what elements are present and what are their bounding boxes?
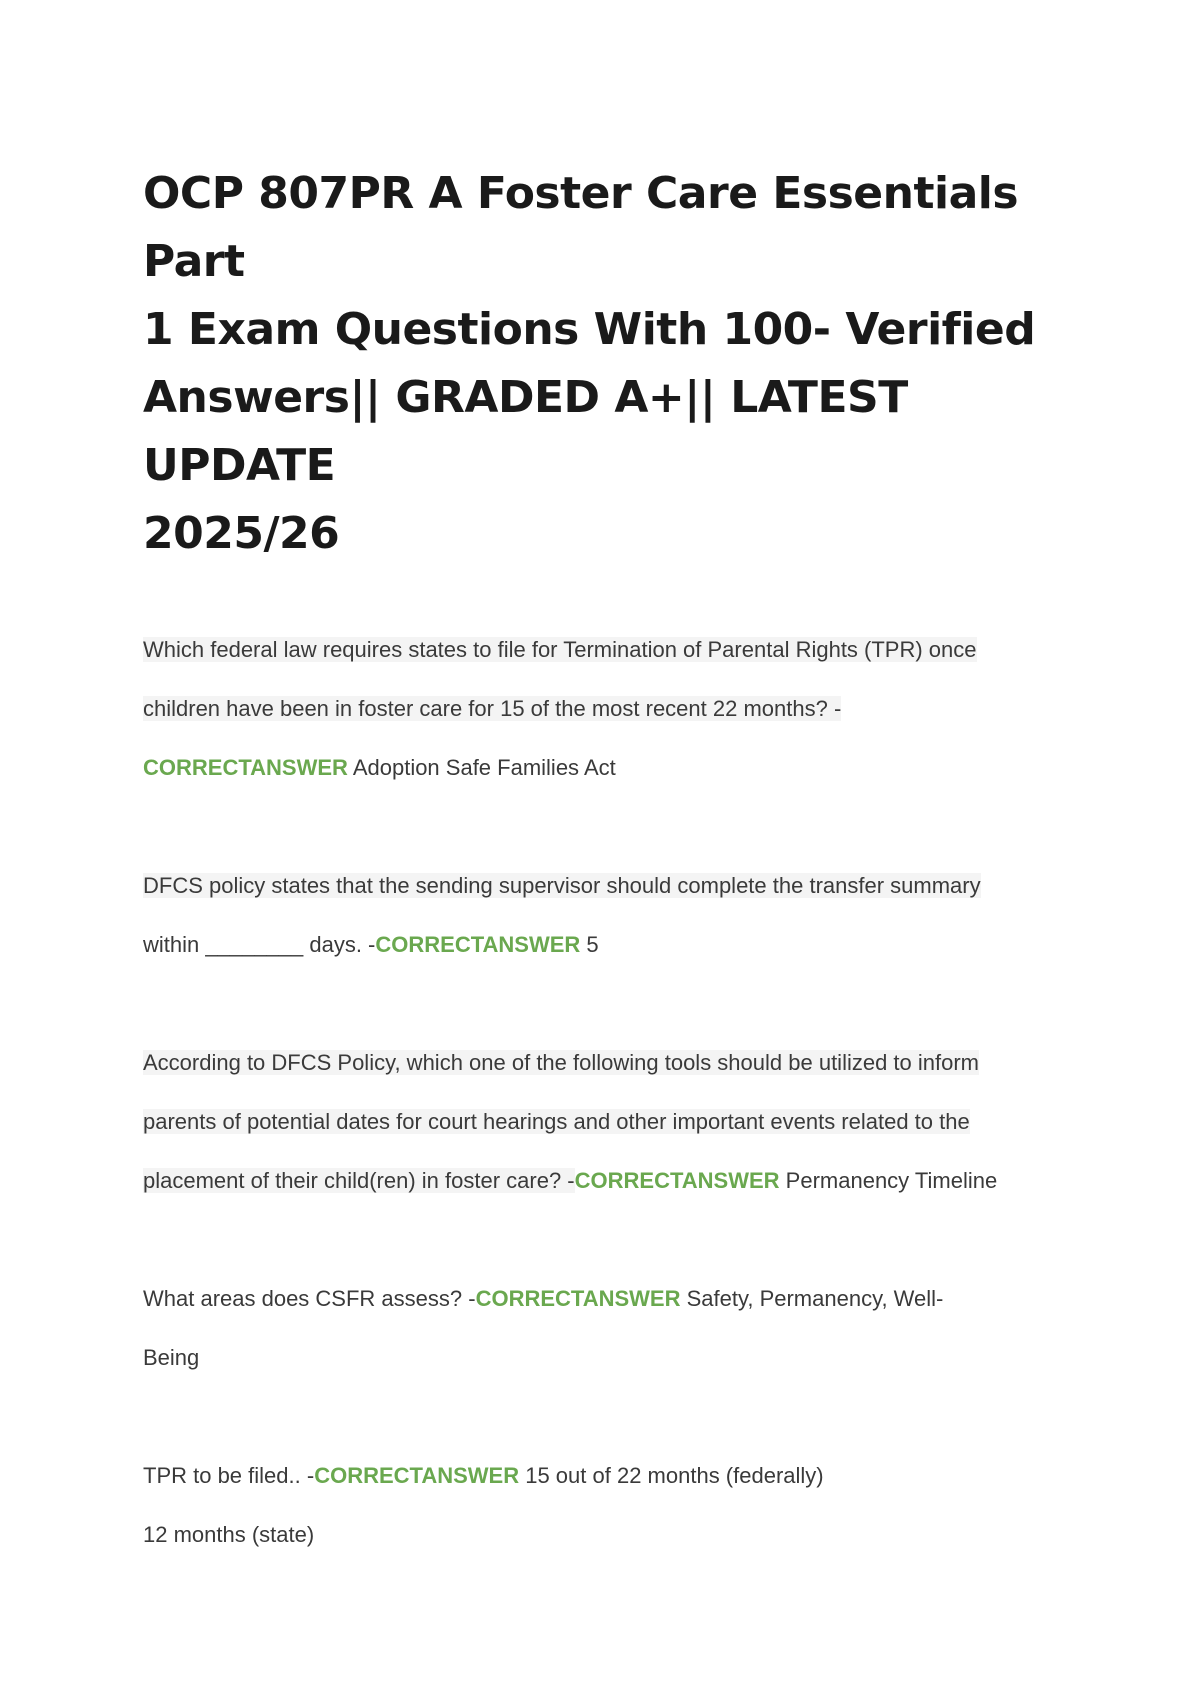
question-text: DFCS policy states that the sending supervisor should complete the transfer summary [143, 873, 981, 898]
correct-answer-label: CORRECTANSWER [375, 932, 581, 957]
question-text: According to DFCS Policy, which one of the following tools should be utilized to inform [143, 1050, 980, 1075]
answer-text: 12 months (state) [143, 1522, 315, 1547]
qa-item [143, 1446, 1083, 1564]
answer-text: Being [143, 1345, 200, 1370]
answer-text: Permanency Timeline [779, 1168, 998, 1193]
document-title [143, 160, 1083, 568]
question-text: What areas does CSFR assess? - [143, 1286, 476, 1311]
question-answer-line [143, 1269, 1083, 1328]
question-text: placement of their child(ren) in foster care? - [143, 1168, 575, 1193]
correct-answer-label: CORRECTANSWER [143, 755, 348, 780]
qa-item [143, 620, 1083, 797]
qa-list [143, 620, 1083, 1564]
answer-line [143, 1505, 1083, 1564]
correct-answer-label: CORRECTANSWER [574, 1168, 780, 1193]
question-text: within ________ days. - [143, 932, 376, 957]
qa-item [143, 856, 1083, 974]
question-text: children have been in foster care for 15 of the most recent 22 months? - [143, 696, 842, 721]
question-text: Which federal law requires states to file for Termination of Parental Rights (TPR) once [143, 637, 977, 662]
answer-text: Adoption Safe Families Act [347, 755, 616, 780]
question-answer-line [143, 1446, 1083, 1505]
answer-line [143, 738, 1083, 797]
answer-text: Safety, Permanency, Well- [680, 1286, 944, 1311]
question-line [143, 1033, 1083, 1092]
title-line-4: 2025/26 [143, 508, 340, 559]
title-line-2: 1 Exam Questions With 100- Verified [143, 304, 1036, 355]
question-line [143, 1092, 1083, 1151]
question-answer-line [143, 1151, 1083, 1210]
qa-item [143, 1033, 1083, 1210]
answer-text: 5 [580, 932, 599, 957]
qa-item [143, 1269, 1083, 1387]
question-line [143, 856, 1083, 915]
document-page [143, 160, 1083, 1623]
question-line [143, 620, 1083, 679]
answer-line [143, 1328, 1083, 1387]
title-line-1: OCP 807PR A Foster Care Essentials Part [143, 168, 1019, 287]
correct-answer-label: CORRECTANSWER [314, 1463, 520, 1488]
question-text: TPR to be filed.. - [143, 1463, 315, 1488]
question-answer-line [143, 915, 1083, 974]
title-line-3: Answers|| GRADED A+|| LATEST UPDATE [143, 372, 908, 491]
question-text: parents of potential dates for court hearings and other important events related to the [143, 1109, 970, 1134]
question-line [143, 679, 1083, 738]
correct-answer-label: CORRECTANSWER [475, 1286, 681, 1311]
answer-text: 15 out of 22 months (federally) [519, 1463, 824, 1488]
